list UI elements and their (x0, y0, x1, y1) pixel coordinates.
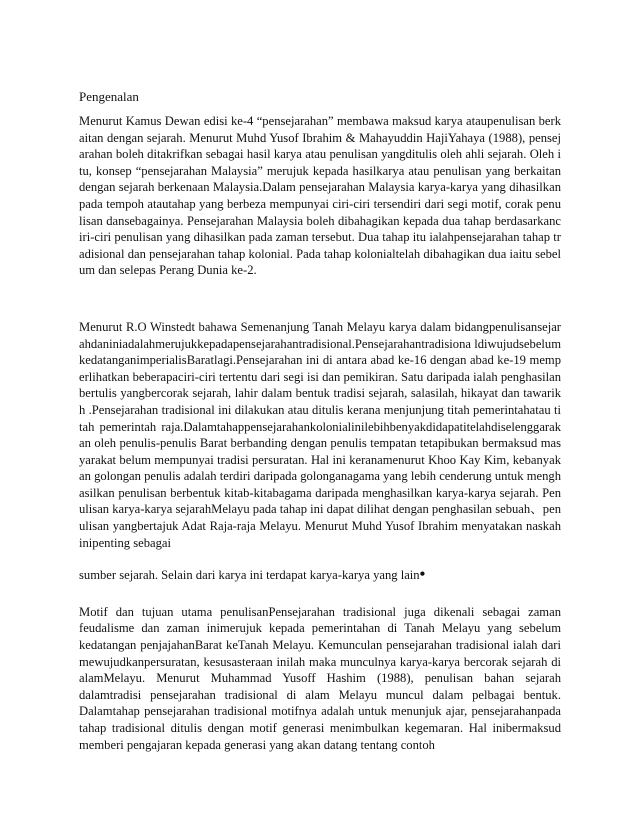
section-heading: Pengenalan (79, 89, 139, 104)
paragraph-motif: Motif dan tujuan utama penulisanPensejarahan tradisional juga dikenali sebagai zaman feudalisme dan zaman inimerujuk kepada pemerintahan di Tanah Melayu yang sebelum kedatangan penjajahanBarat keTanah Melayu. Kemunculan pensejarahan tradisional ialah dari mewujudkanpersuratan, kesusasteraan inilah maka munculnya karya-karya bercorak sejarah di alamMelayu. Menurut Muhammad Yusoff Hashim (1988), penulisan bahan sejarah dalamtradisi pensejarahan tradisional di alam Melayu muncul dalam pelbagai bentuk. Dalamtahap pensejarahan tradisional motifnya adalah untuk menunjuk ajar, pensejarahanpada tahap tradisional ditulis dengan motif generasi menimbulkan kegemaran. Hal inibermaksud memberi pengajaran kepada generasi yang akan datang tentang contoh (79, 604, 561, 752)
bullet-mark: • (419, 566, 426, 584)
paragraph-intro: Menurut Kamus Dewan edisi ke-4 “pensejarahan” membawa maksud karya ataupenulisan berkaitan dengan sejarah. Menurut Muhd Yusof Ibrahim & Mahayuddin HajiYahaya (1988), pensejarahan boleh ditakrifkan sebagai hasil karya atau penulisan yangditulis oleh ahli sejarah. Oleh itu, konsep “pensejarahan Malaysia” merujuk kepada hasilkarya atau penulisan yang berkaitan dengan sejarah berkenaan Malaysia.Dalam pensejarahan Malaysia karya-karya yang dihasilkan pada tempoh atautahap yang berbeza mempunyai ciri-ciri tersendiri dari segi motif, corak penulisan dansebagainya. Pensejarahan Malaysia boleh dibahagikan kepada dua tahap berdasarkanciri-ciri penulisan yang dihasilkan pada zaman tersebut. Dua tahap itu ialahpensejarahan tahap tradisional dan pensejarahan tahap kolonial. Pada tahap kolonialtelah dibahagikan dua iaitu sebelum dan selepas Perang Dunia ke-2. (79, 114, 561, 278)
paragraph-sumber-sejarah (79, 567, 561, 584)
paragraph-winstedt: Menurut R.O Winstedt bahawa Semenanjung Tanah Melayu karya dalam bidangpenulisansejarahdaniniadalahmerujukkepadapensejarahantradisional.Pensejarahantradisiona ldiwujudsebelumkedatanganimperialisBaratlagi.Pensejarahan ini di antara abad ke-16 dengan abad ke-19 memperlihatkan beberapaciri-ciri tertentu dari segi isi dan pemikiran. Satu daripada ialah penghasilan bertulis yangbercorak sejarah, lahir dalam bentuk tradisi sejarah, salasilah, hikayat dan tawarikh .Pensejarahan tradisional ini dilakukan atau ditulis kerana menjunjung titah pemerintahatau titah pemerintah raja.Dalamtahappensejarahankolonialinilebihbenyakdidapatitelahdiselenggarakan oleh penulis-penulis Barat berbanding dengan penulis tempatan tetapibukan bermaksud masyarakat belum mempunyai tradisi persuratan. Hal ini keranamenurut Khoo Kay Kim, kebanyakan golongan penulis adalah terdiri daripada golonganagama yang lebih cenderung untuk menghasilkan penulisan berbentuk kitab-kitabagama daripada menghasilkan karya-karya sejarah. Penulisan karya-karya sejarahMelayu pada tahap ini dapat dilihat dengan penghasilan sebuah、penulisan yangbertajuk Adat Raja-raja Melayu. Menurut Muhd Yusof Ibrahim menyatakan naskah inipenting sebagai (79, 319, 561, 550)
document-body (79, 88, 561, 753)
paragraph-sumber-text: sumber sejarah. Selain dari karya ini terdapat karya-karya yang lain (79, 568, 420, 583)
